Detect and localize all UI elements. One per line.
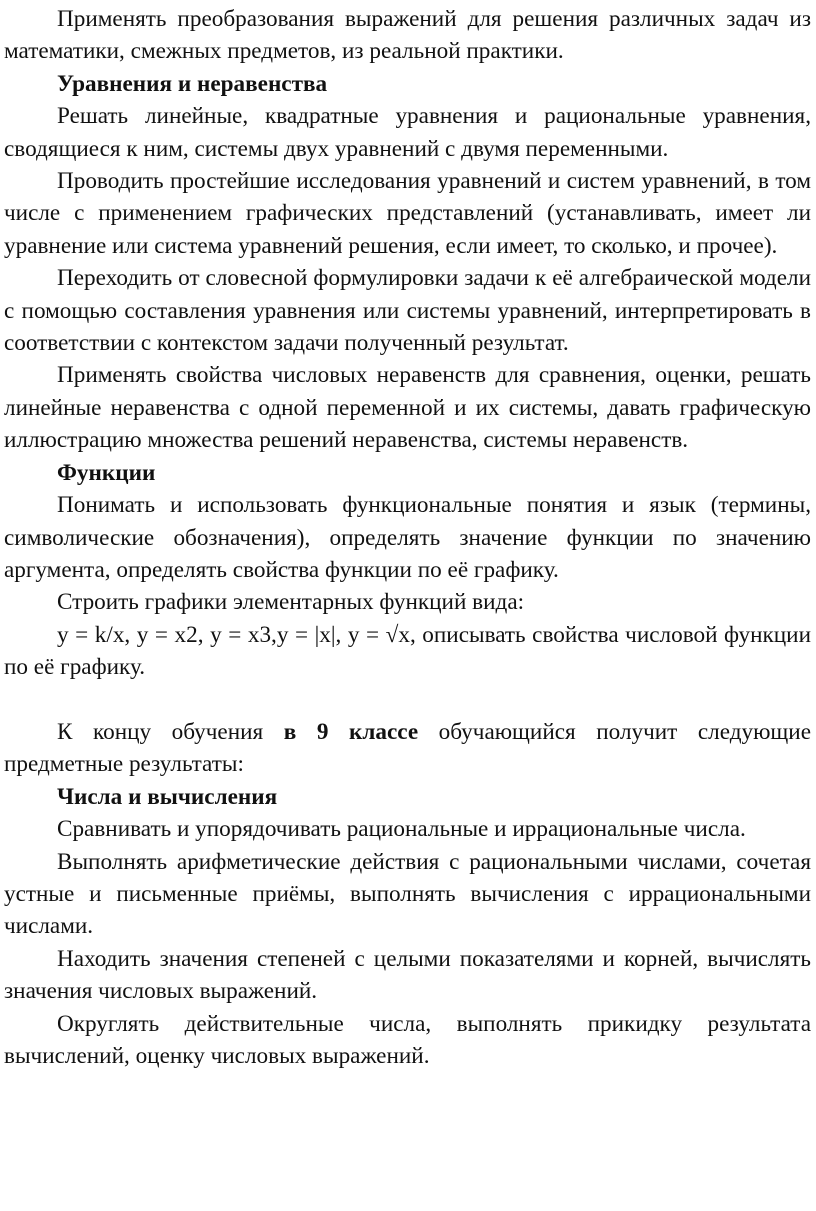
grade-9-intro-start: К концу обучения: [57, 718, 284, 745]
paragraph-arithmetic: Выполнять арифметические действия с рациональными числами, сочетая устные и письменные приёмы, выполнять вычисления с иррациональными числами.: [4, 848, 811, 940]
blank-line: [4, 684, 811, 716]
paragraph-build-graphs: Строить графики элементарных функций вида:: [57, 589, 525, 616]
paragraph-research-equations: Проводить простейшие исследования уравнений и систем уравнений, в том числе с применением графических представлений (устанавливать, имеет ли уравнение или система уравнений решения, если имеет, то сколько, и прочее).: [4, 168, 811, 259]
grade-9-intro-end: обучающийся получит следующие предметные результаты:: [4, 718, 811, 778]
paragraph-grade-9-intro: [4, 716, 811, 781]
document-page: [4, 3, 811, 1072]
paragraph-function-concepts: Понимать и использовать функциональные понятия и язык (термины, символические обозначения), определять значение функции по значению аргумента, определять свойства функции по её графику.: [4, 492, 811, 583]
paragraph-solve-equations: Решать линейные, квадратные уравнения и рациональные уравнения, сводящиеся к ним, системы двух уравнений с двумя переменными.: [4, 103, 811, 162]
paragraph-powers-roots: Находить значения степеней с целыми показателями и корней, вычислять значения числовых выражений.: [4, 945, 811, 1005]
paragraph-compare-numbers: Сравнивать и упорядочивать рациональные и иррациональные числа.: [57, 816, 746, 843]
paragraph-inequalities: Применять свойства числовых неравенств для сравнения, оценки, решать линейные неравенства с одной переменной и их системы, давать графическую иллюстрацию множества решений неравенства, системы неравенств.: [4, 362, 811, 454]
heading-functions: Функции: [57, 459, 156, 486]
heading-equations-inequalities: Уравнения и неравенства: [57, 70, 328, 97]
heading-numbers-calculations: Числа и вычисления: [57, 783, 278, 810]
paragraph-transformations: Применять преобразования выражений для решения различных задач из математики, смежных предметов, из реальной практики.: [4, 6, 811, 65]
paragraph-rounding: Округлять действительные числа, выполнять прикидку результата вычислений, оценку числовых выражений.: [4, 1010, 811, 1069]
paragraph-word-problems: Переходить от словесной формулировки задачи к её алгебраической модели с помощью составления уравнения или системы уравнений, интерпретировать в соответствии с контекстом задачи полученный результат.: [4, 265, 811, 357]
paragraph-function-list: y = k/x, y = x2, y = x3,y = |x|, y = √x, описывать свойства числовой функции по её графику.: [4, 621, 811, 681]
grade-9-bold: в 9 классе: [283, 718, 419, 745]
